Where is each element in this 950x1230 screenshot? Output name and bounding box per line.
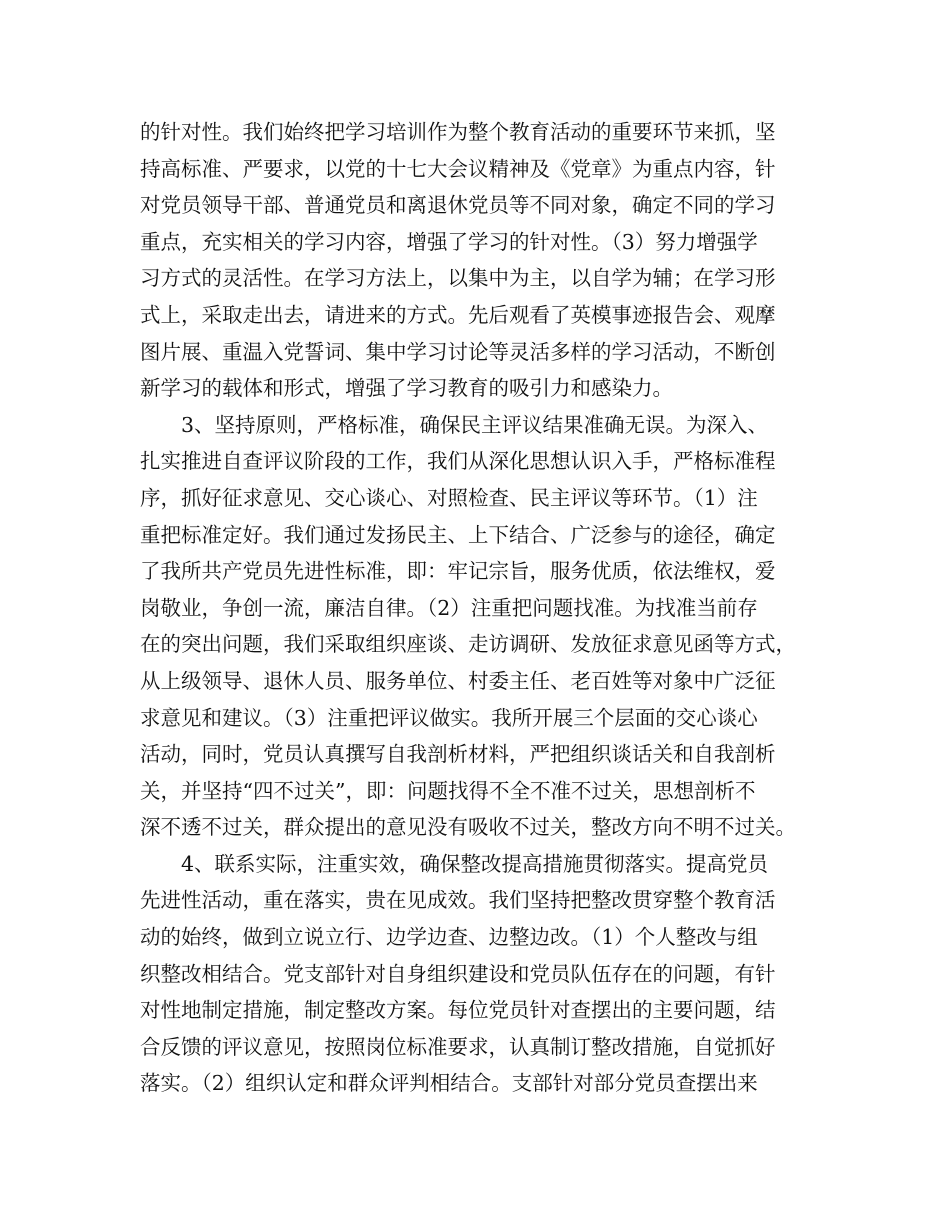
text-line: 落实。（2）组织认定和群众评判相结合。支部针对部分党员查摆出来	[140, 1071, 758, 1096]
text-line: 织整改相结合。党支部针对自身组织建设和党员队伍存在的问题，有针	[140, 961, 776, 986]
text-line: 3、坚持原则，严格标准，确保民主评议结果准确无误。为深入、	[181, 412, 769, 437]
text-line: 式上，采取走出去，请进来的方式。先后观看了英模事迹报告会、观摩	[140, 302, 776, 327]
text-line: 4、联系实际，注重实效，确保整改提高措施贯彻落实。提高党员	[181, 851, 769, 876]
text-line: 动的始终，做到立说立行、边学边查、边整边改。（1）个人整改与组	[140, 925, 758, 950]
text-line: 求意见和建议。（3）注重把评议做实。我所开展三个层面的交心谈心	[140, 705, 758, 730]
text-line: 从上级领导、退休人员、服务单位、村委主任、老百姓等对象中广泛征	[140, 668, 776, 693]
text-line: 深不透不过关，群众提出的意见没有吸收不过关，整改方向不明不过关。	[140, 815, 796, 840]
text-line: 对党员领导干部、普通党员和离退休党员等不同对象，确定不同的学习	[140, 193, 776, 218]
text-line: 扎实推进自查评议阶段的工作，我们从深化思想认识入手，严格标准程	[140, 449, 776, 474]
text-line: 先进性活动，重在落实，贵在见成效。我们坚持把整改贯穿整个教育活	[140, 888, 776, 913]
text-line: 关，并坚持“四不过关”，即：问题找得不全不准不过关，思想剖析不	[140, 778, 756, 803]
text-line: 活动，同时，党员认真撰写自我剖析材料，严把组织谈话关和自我剖析	[140, 742, 776, 767]
body-text	[140, 114, 830, 1102]
text-line: 重点，充实相关的学习内容，增强了学习的针对性。（3）努力增强学	[140, 229, 758, 254]
text-line: 对性地制定措施，制定整改方案。每位党员针对查摆出的主要问题，结	[140, 998, 776, 1023]
text-line: 岗敬业，争创一流，廉洁自律。（2）注重把问题找准。为找准当前存	[140, 595, 758, 620]
text-line: 序，抓好征求意见、交心谈心、对照检查、民主评议等环节。（1）注	[140, 485, 758, 510]
text-line: 持高标准、严要求，以党的十七大会议精神及《党章》为重点内容，针	[140, 156, 776, 181]
text-line: 了我所共产党员先进性标准，即：牢记宗旨，服务优质，依法维权，爱	[140, 559, 776, 584]
text-line: 的针对性。我们始终把学习培训作为整个教育活动的重要环节来抓，坚	[140, 120, 776, 144]
text-line: 图片展、重温入党誓词、集中学习讨论等灵活多样的学习活动，不断创	[140, 339, 776, 364]
text-line: 新学习的载体和形式，增强了学习教育的吸引力和感染力。	[140, 376, 673, 401]
text-line: 习方式的灵活性。在学习方法上，以集中为主，以自学为辅；在学习形	[140, 266, 776, 291]
text-line: 在的突出问题，我们采取组织座谈、走访调研、发放征求意见函等方式，	[140, 632, 796, 657]
text-line: 合反馈的评议意见，按照岗位标准要求，认真制订整改措施，自觉抓好	[140, 1034, 776, 1059]
text-line: 重把标准定好。我们通过发扬民主、上下结合、广泛参与的途径，确定	[140, 522, 776, 547]
